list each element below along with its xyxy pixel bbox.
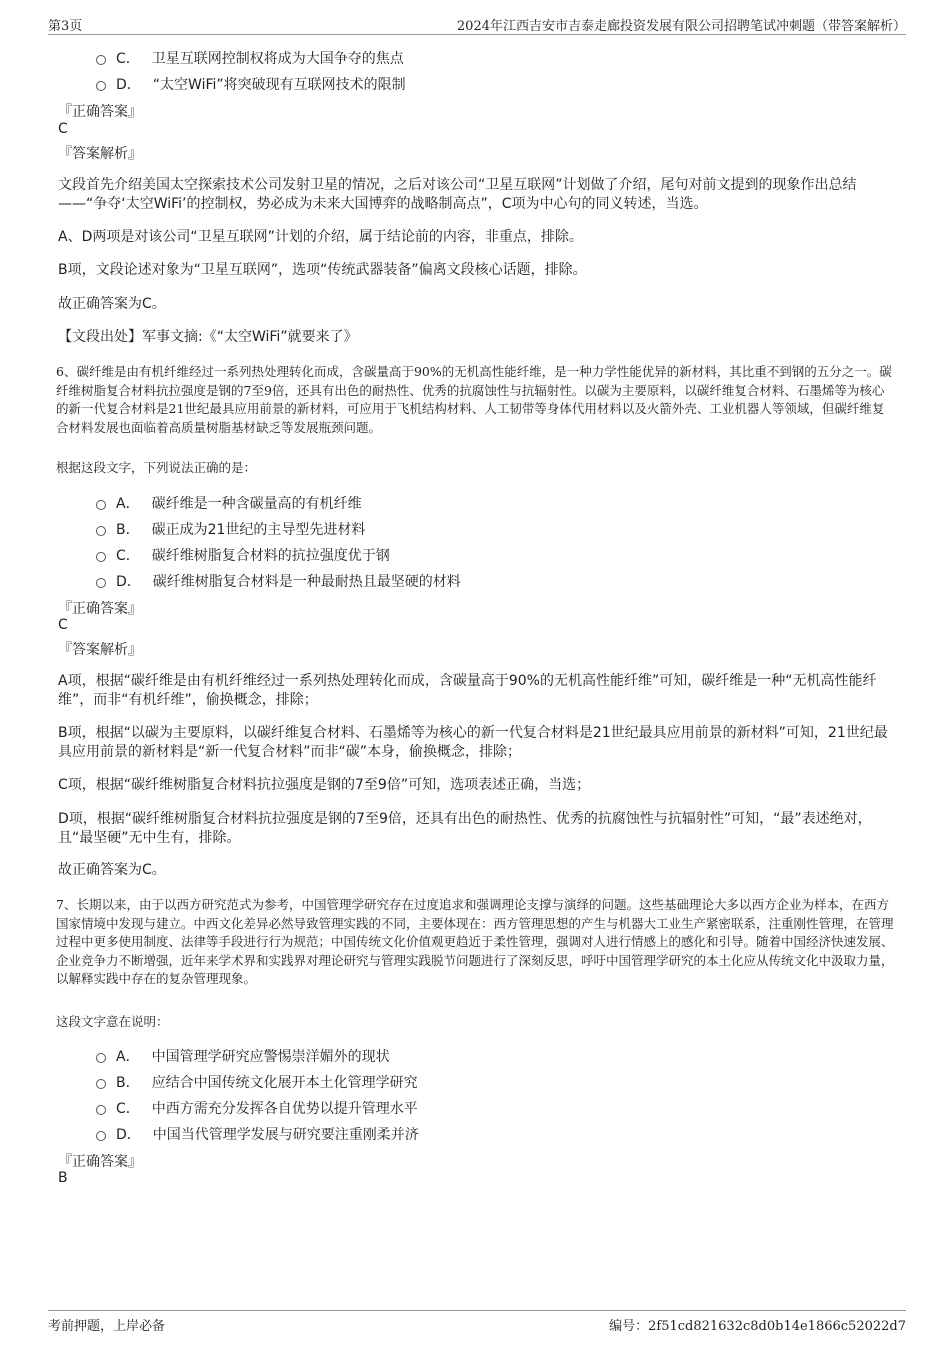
radio-icon[interactable]	[96, 1105, 106, 1115]
q6-prompt: 根据这段文字，下列说法正确的是：	[56, 460, 257, 475]
footer-serial: 编号：2f51cd821632c8d0b14e1866c52022d7	[609, 1319, 906, 1334]
radio-icon[interactable]	[96, 500, 106, 510]
radio-icon[interactable]	[96, 526, 106, 536]
document-title: 2024年江西吉安市吉泰走廊投资发展有限公司招聘笔试冲刺题（带答案解析）	[456, 19, 906, 34]
footer-motto: 考前押题，上岸必备	[48, 1319, 166, 1334]
q5-analysis-1: 文段首先介绍美国太空探索技术公司发射卫星的情况，之后对该公司“卫星互联网”计划做了介绍，尾句对前文提到的现象作出总结——“争夺‘太空WiFi’的控制权，势必成为未来大国博弈的战略制高点”，C项为中心句的同义转述，当选。	[58, 177, 857, 212]
q6-analysis-d: D项，根据“碳纤维树脂复合材料抗拉强度是钢的7至9倍，还具有出色的耐热性、优秀的抗腐蚀性与抗辐射性”可知，“最”表述绝对，且“最坚硬”无中生有，排除。	[58, 811, 872, 846]
q7-answer-label: 『正确答案』	[58, 1154, 142, 1170]
q7-option-b[interactable]: B． 应结合中国传统文化展开本土化管理学研究	[96, 1072, 418, 1092]
q6-option-d[interactable]: D． 碳纤维树脂复合材料是一种最耐热且最坚硬的材料	[96, 571, 461, 591]
q5-analysis-4: 故正确答案为C。	[58, 296, 166, 312]
page-header	[48, 12, 906, 35]
q5-source: 【文段出处】军事文摘:《“太空WiFi”就要来了》	[58, 329, 358, 345]
radio-icon[interactable]	[96, 1053, 106, 1063]
page-footer	[48, 1310, 906, 1333]
q7-option-d[interactable]: D． 中国当代管理学发展与研究要注重刚柔并济	[96, 1124, 419, 1144]
q5-option-d[interactable]: D． “太空WiFi”将突破现有互联网技术的限制	[96, 74, 406, 94]
q6-analysis-a: A项，根据“碳纤维是由有机纤维经过一系列热处理转化而成，含碳量高于90%的无机高性能纤维”可知，碳纤维是一种“无机高性能纤维”，而非“有机纤维”，偷换概念，排除；	[58, 673, 877, 708]
q7-option-c[interactable]: C． 中西方需充分发挥各自优势以提升管理水平	[96, 1098, 418, 1118]
q6-answer: C	[58, 617, 68, 633]
q5-answer-label: 『正确答案』	[58, 104, 142, 120]
q5-analysis-label: 『答案解析』	[58, 146, 142, 162]
q5-analysis-3: B项，文段论述对象为“卫星互联网”，选项“传统武器装备”偏离文段核心话题，排除。	[58, 262, 587, 278]
radio-icon[interactable]	[96, 552, 106, 562]
q6-stem: 6、碳纤维是由有机纤维经过一系列热处理转化而成，含碳量高于90%的无机高性能纤维，是一种力学性能优异的新材料，其比重不到钢的五分之一。碳纤维树脂复合材料抗拉强度是钢的7至9倍，还具有出色的耐热性、优秀的抗腐蚀性与抗辐射性。以碳为主要原料，以碳纤维复合材料、石墨烯等为核心的新一代复合材料是21世纪最具应用前景的新材料，可应用于飞机结构材料、人工韧带等身体代用材料以及火箭外壳、工业机器人等领域，但碳纤维复合材料发展也面临着高质量树脂基材缺乏等发展瓶颈问题。	[56, 364, 892, 435]
q5-answer: C	[58, 121, 68, 137]
q6-analysis-b: B项，根据“以碳为主要原料，以碳纤维复合材料、石墨烯等为核心的新一代复合材料是21世纪最具应用前景的新材料”可知，21世纪最具应用前景的新材料是“新一代复合材料”而非“碳”本身，偷换概念，排除；	[58, 725, 888, 760]
q7-prompt: 这段文字意在说明：	[56, 1014, 169, 1029]
q6-option-a[interactable]: A． 碳纤维是一种含碳量高的有机纤维	[96, 493, 362, 513]
q6-analysis-c: C项，根据“碳纤维树脂复合材料抗拉强度是钢的7至9倍”可知，选项表述正确，当选；	[58, 777, 591, 793]
q7-stem: 7、长期以来，由于以西方研究范式为参考，中国管理学研究存在过度追求和强调理论支撑与演绎的问题。这些基础理论大多以西方企业为样本，在西方国家情境中发现与建立。中西文化差异必然导致管理实践的不同，主要体现在：西方管理思想的产生与机器大工业生产紧密联系，注重刚性管理，在管理过程中更多使用制度、法律等手段进行行为规范；中国传统文化价值观更趋近于柔性管理，强调对人进行情感上的感化和引导。随着中国经济快速发展、企业竞争力不断增强，近年来学术界和实践界对理论研究与管理实践脱节问题进行了深刻反思，呼吁中国管理学研究的本土化应从传统文化中汲取力量，以解释实践中存在的复杂管理现象。	[56, 897, 894, 986]
radio-icon[interactable]	[96, 1079, 106, 1089]
radio-icon[interactable]	[96, 578, 106, 588]
page-number: 第3页	[48, 19, 83, 34]
q6-analysis-conclusion: 故正确答案为C。	[58, 862, 166, 878]
radio-icon[interactable]	[96, 1131, 106, 1141]
q6-analysis-label: 『答案解析』	[58, 642, 142, 658]
q5-option-c[interactable]: C． 卫星互联网控制权将成为大国争夺的焦点	[96, 48, 404, 68]
q6-option-c[interactable]: C． 碳纤维树脂复合材料的抗拉强度优于钢	[96, 545, 390, 565]
q7-option-a[interactable]: A． 中国管理学研究应警惕崇洋媚外的现状	[96, 1046, 390, 1066]
q6-answer-label: 『正确答案』	[58, 601, 142, 617]
q6-option-b[interactable]: B． 碳正成为21世纪的主导型先进材料	[96, 519, 365, 539]
radio-icon[interactable]	[96, 81, 106, 91]
radio-icon[interactable]	[96, 55, 106, 65]
q5-analysis-2: A、D两项是对该公司“卫星互联网”计划的介绍，属于结论前的内容，非重点，排除。	[58, 229, 583, 245]
q7-answer: B	[58, 1170, 68, 1186]
